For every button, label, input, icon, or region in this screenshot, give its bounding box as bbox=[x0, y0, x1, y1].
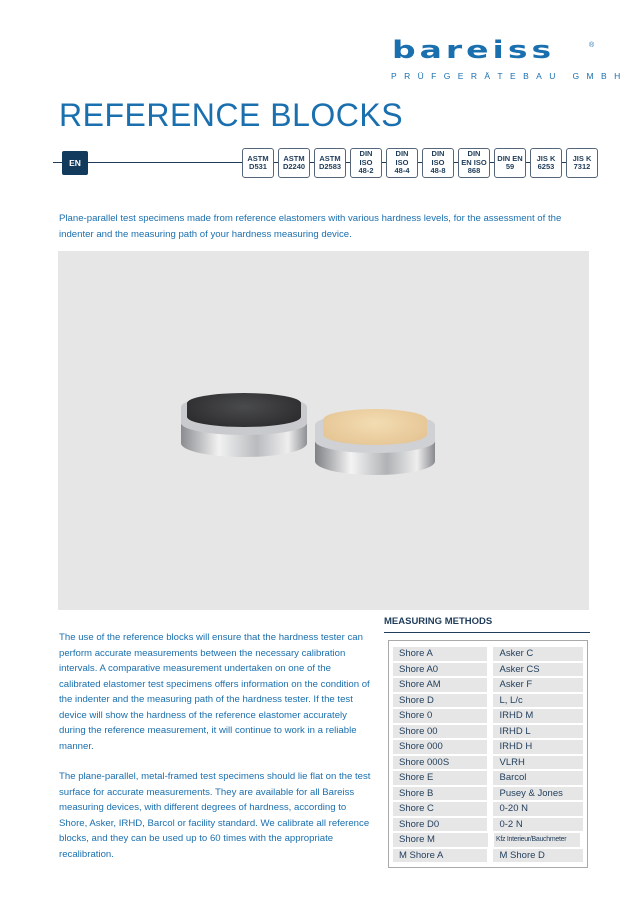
method-cell: Shore E bbox=[393, 771, 487, 785]
method-cell: M Shore D bbox=[493, 849, 583, 863]
bareiss-logo: bareiss bbox=[392, 35, 556, 64]
beige-reference-block bbox=[315, 409, 435, 479]
table-row bbox=[393, 647, 583, 661]
method-cell: Shore 000S bbox=[393, 756, 487, 770]
table-row bbox=[393, 709, 583, 723]
table-row bbox=[393, 802, 583, 816]
method-cell: Shore D0 bbox=[393, 818, 487, 832]
standard-badge: JIS K 6253 bbox=[530, 148, 562, 178]
method-cell: Asker C bbox=[493, 647, 583, 661]
standard-badge: DIN ISO 48-4 bbox=[386, 148, 418, 178]
method-cell: Barcol bbox=[493, 771, 583, 785]
method-cell: Kfz Interieur/Bauchmeter bbox=[494, 833, 580, 847]
method-cell: 0-20 N bbox=[493, 802, 583, 816]
table-row bbox=[393, 725, 583, 739]
method-cell: Shore A0 bbox=[393, 663, 487, 677]
standard-badge: DIN ISO 48-2 bbox=[350, 148, 382, 178]
standard-badge: JIS K 7312 bbox=[566, 148, 598, 178]
product-photo bbox=[58, 251, 589, 610]
method-cell: Shore 00 bbox=[393, 725, 487, 739]
table-row bbox=[393, 663, 583, 677]
method-cell: M Shore A bbox=[393, 849, 487, 863]
logo-tagline: PRÜFGERÄTEBAU GMBH bbox=[391, 71, 628, 81]
table-row bbox=[393, 694, 583, 708]
methods-divider bbox=[384, 632, 590, 633]
page-title: REFERENCE BLOCKS bbox=[59, 97, 404, 133]
intro-text: Plane-parallel test specimens made from reference elastomers with various hardness levels, for the assessment of the indenter and the measuring path of your hardness measuring device. bbox=[59, 213, 562, 240]
table-row bbox=[393, 833, 583, 847]
table-row bbox=[393, 849, 583, 863]
table-row bbox=[393, 818, 583, 832]
standard-badge: DIN EN ISO 868 bbox=[458, 148, 490, 178]
standard-badge: DIN ISO 48-8 bbox=[422, 148, 454, 178]
description bbox=[59, 630, 371, 877]
method-cell: VLRH bbox=[493, 756, 583, 770]
method-cell: Shore M bbox=[393, 833, 488, 847]
method-cell: Shore C bbox=[393, 802, 487, 816]
standards-list bbox=[242, 148, 598, 178]
table-row bbox=[393, 771, 583, 785]
standard-badge: DIN EN 59 bbox=[494, 148, 526, 178]
language-badge: EN bbox=[62, 151, 88, 175]
registered-mark: ® bbox=[589, 42, 595, 49]
standard-badge: ASTM D531 bbox=[242, 148, 274, 178]
table-row bbox=[393, 740, 583, 754]
method-cell: Asker F bbox=[493, 678, 583, 692]
table-row bbox=[393, 678, 583, 692]
table-row bbox=[393, 756, 583, 770]
method-cell: Shore AM bbox=[393, 678, 487, 692]
method-cell: Shore D bbox=[393, 694, 487, 708]
method-cell: Shore 0 bbox=[393, 709, 487, 723]
black-reference-block bbox=[181, 393, 307, 463]
methods-table bbox=[388, 640, 588, 868]
method-cell: Shore 000 bbox=[393, 740, 487, 754]
standard-badge: ASTM D2583 bbox=[314, 148, 346, 178]
method-cell: IRHD M bbox=[493, 709, 583, 723]
method-cell: Shore B bbox=[393, 787, 487, 801]
method-cell: IRHD H bbox=[493, 740, 583, 754]
method-cell: L, L/c bbox=[493, 694, 583, 708]
body-paragraph: The use of the reference blocks will ensure that the hardness tester can perform accurate measurements between the necessary calibration intervals. A comparative measurement undertaken on one of the calibrated elastomer test specimens offers information on the condition of the indenter and the measuring path of the hardness tester. If the test device will show the hardness of the reference elastomer accurately during the reference measurement, it will continue to work in a reliable manner. bbox=[59, 632, 370, 752]
method-cell: Asker CS bbox=[493, 663, 583, 677]
methods-heading: MEASURING METHODS bbox=[384, 616, 493, 627]
standard-badge: ASTM D2240 bbox=[278, 148, 310, 178]
method-cell: IRHD L bbox=[493, 725, 583, 739]
method-cell: Pusey & Jones bbox=[493, 787, 583, 801]
method-cell: Shore A bbox=[393, 647, 487, 661]
method-cell: 0-2 N bbox=[493, 818, 583, 832]
body-paragraph: The plane-parallel, metal-framed test specimens should lie flat on the test surface for accurate measurements. They are available for all Bareiss measuring devices, with different degrees of hardness, according to Shore, Asker, IRHD, Barcol or facility standard. We calibrate all reference blocks, and they can be used up to 60 times with the appropriate recalibration. bbox=[59, 771, 371, 860]
table-row bbox=[393, 787, 583, 801]
